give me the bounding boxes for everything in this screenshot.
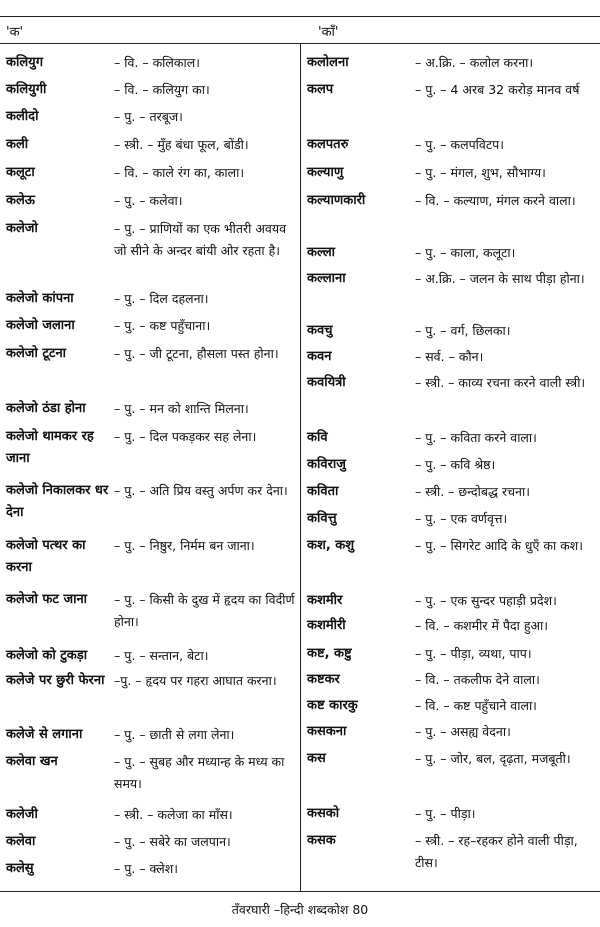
entry-word: कल्ला — [307, 245, 336, 260]
entry — [307, 320, 595, 342]
entry-definition: – पु. – वर्ग, छिलका। — [415, 323, 511, 338]
entry-definition: – वि. – कल्याण, मंगल करने वाला। — [415, 193, 576, 208]
entry — [307, 590, 595, 612]
entry-word: कलीदो — [6, 109, 39, 124]
entry-definition: – अ.क्रि. – कलोल करना। — [415, 55, 534, 70]
entry — [307, 535, 595, 557]
entry-definition: – पु. – अति प्रिय वस्तु अर्पण कर देना। — [114, 483, 288, 498]
entry-word: कसक — [307, 833, 336, 848]
entry-word: कलेजो टूटना — [6, 346, 67, 361]
entry-definition: – पु. – कलेवा। — [114, 193, 183, 208]
entry-word: कल्याणकारी — [307, 193, 366, 208]
entry-word: कलेजो ठंडा होना — [6, 401, 86, 416]
entry-word: कलेवा खन — [6, 754, 58, 769]
entry-word: कल्लाना — [307, 271, 346, 286]
entry-definition: – पु. – 4 अरब 32 करोड़ मानव वर्ष — [415, 82, 580, 97]
column-divider — [300, 43, 301, 891]
entry-word: कलेजो — [6, 221, 38, 236]
entry — [6, 670, 296, 692]
page-footer: तँवरघारी –हिन्दी शब्दकोश 80 — [231, 902, 369, 917]
entry-word: कविता — [307, 484, 339, 499]
entry-definition: – वि. – काले रंग का, काला। — [114, 165, 245, 180]
entry-word: कवयित्री — [307, 375, 346, 390]
entry-word: कलेऊ — [6, 193, 36, 208]
entry — [6, 52, 296, 74]
entry-word: कलियुगी — [6, 82, 47, 97]
entry — [307, 79, 595, 101]
entry-word: कलेसु — [6, 861, 34, 876]
entry — [307, 669, 595, 691]
entry — [6, 134, 296, 156]
entry-definition: – पु. – सिगरेट आदि के धुएँ का कश। — [415, 538, 584, 553]
entry — [6, 831, 296, 853]
entry-definition: – पु. – मंगल, शुभ, सौभाग्य। — [415, 165, 546, 180]
entry-definition: – स्त्री. – कलेजा का माँस। — [114, 807, 233, 822]
entry-definition: – पु. – छाती से लगा लेना। — [114, 727, 235, 742]
entry-word: कशमीरी — [307, 618, 346, 633]
entry — [6, 535, 296, 579]
entry — [6, 79, 296, 101]
entry-definition: – स्त्री. – काव्य रचना करने वाली स्त्री। — [415, 375, 586, 390]
entry-definition: – पु. – एक सुन्दर पहाड़ी प्रदेश। — [415, 593, 557, 608]
entry-word: कलेजो कांपना — [6, 291, 74, 306]
header-left: 'क' — [6, 25, 24, 40]
entry-word: कलोलना — [307, 55, 349, 70]
entry-definition: – पु. – काला, कलूटा। — [415, 245, 516, 260]
entry-word: कवित्तु — [307, 511, 337, 526]
entry — [307, 695, 595, 717]
entry-definition: – वि. – कलिकाल। — [114, 55, 200, 70]
entry-word: कसकना — [307, 724, 347, 739]
entry — [6, 426, 296, 470]
entry-definition: – वि. – कलियुग का। — [114, 82, 210, 97]
entry — [307, 748, 595, 770]
entry — [6, 751, 296, 795]
entry — [307, 454, 595, 476]
entry-word: कलप — [307, 82, 334, 97]
entry — [6, 106, 296, 128]
entry-definition: – पु. – कष्ट पहुँचाना। — [114, 318, 211, 333]
entry-word: कलपतरु — [307, 137, 349, 152]
entry-definition: – वि. – कष्ट पहुँचाने वाला। — [415, 698, 537, 713]
bottom-rule — [0, 891, 600, 892]
entry — [307, 268, 595, 290]
entry-word: कलेजो को टुकड़ा — [6, 648, 88, 663]
entry-definition: – स्त्री. – मुँह बंधा फूल, बोंडी। — [114, 137, 249, 152]
header-right: 'काँ' — [318, 25, 339, 40]
entry — [307, 615, 595, 637]
entry — [6, 589, 296, 633]
entry-definition: – पु. – मन को शान्ति मिलना। — [114, 401, 249, 416]
entry-definition: – पु. – दिल पकड़कर सह लेना। — [114, 429, 257, 444]
entry — [307, 721, 595, 743]
entry-word: कलियुग — [6, 55, 44, 70]
top-rule — [0, 16, 600, 17]
entry-word: कश, कशु — [307, 538, 355, 553]
entry — [6, 343, 296, 365]
entry-definition: – स्त्री. – रह–रहकर होने वाली पीड़ा, टीस। — [415, 833, 578, 870]
entry-definition: – पु. – तरबूज। — [114, 109, 183, 124]
entry-definition: – पु. – कलपविटप। — [415, 137, 504, 152]
entry-word: कशमीर — [307, 593, 343, 608]
entry-definition: – वि. – कशमीर में पैदा हुआ। — [415, 618, 549, 633]
entry — [6, 190, 296, 212]
entry-word: कलेजो जलाना — [6, 318, 75, 333]
entry-definition: – पु. – निष्ठुर, निर्मम बन जाना। — [114, 538, 255, 553]
entry — [6, 858, 296, 880]
entry-definition: – अ.क्रि. – जलन के साथ पीड़ा होना। — [415, 271, 585, 286]
entry-definition: – वि. – तकलीफ देने वाला। — [415, 672, 540, 687]
entry — [307, 134, 595, 156]
entry-word: कलेजो निकालकर धर देना — [6, 483, 109, 520]
entry — [6, 288, 296, 310]
entry — [307, 372, 595, 394]
entry — [307, 643, 595, 665]
entry-definition: – पु. – पीड़ा, व्यथा, पाप। — [415, 646, 532, 661]
entry — [6, 724, 296, 746]
entry-definition: – पु. – असह्य वेदना। — [415, 724, 511, 739]
entry-definition: – पु. – सन्तान, बेटा। — [114, 648, 209, 663]
entry-word: कली — [6, 137, 29, 152]
entry — [307, 830, 595, 874]
entry-word: कल्याणु — [307, 165, 344, 180]
entry-word: कस — [307, 751, 326, 766]
entry — [307, 162, 595, 184]
entry-word: कष्ट, कष्टु — [307, 646, 352, 661]
entry-word: कसको — [307, 806, 340, 821]
entry-word: कविराजु — [307, 457, 346, 472]
entry — [307, 242, 595, 264]
entry — [307, 481, 595, 503]
entry-definition: – पु. – दिल दहलना। — [114, 291, 209, 306]
entry — [307, 52, 595, 74]
entry — [6, 804, 296, 826]
entry-definition: – पु. – सबेरे का जलपान। — [114, 834, 231, 849]
entry — [307, 346, 595, 368]
entry-definition: – पु. – कवि श्रेष्ठ। — [415, 457, 496, 472]
entry-word: कलेजो फट जाना — [6, 592, 88, 607]
entry-definition: – सर्व. – कौन। — [415, 349, 484, 364]
entry-definition: – पु. – किसी के दुख में हृदय का विदीर्ण होना। — [114, 592, 295, 629]
entry-word: कलेजे पर छुरी फेरना — [6, 673, 105, 688]
entry-definition: – स्त्री. – छन्दोबद्ध रचना। — [415, 484, 530, 499]
entry-word: कलेवा — [6, 834, 36, 849]
entry — [6, 218, 296, 262]
entry — [6, 480, 296, 524]
entry-word: कलेजी — [6, 807, 38, 822]
entry — [307, 508, 595, 530]
entry-definition: – पु. – कविता करने वाला। — [415, 430, 537, 445]
entry-definition: –पु. – हृदय पर गहरा आघात करना। — [114, 673, 277, 688]
entry-definition: – पु. – सुबह और मध्यान्ह के मध्य का समय। — [114, 754, 285, 791]
entry-definition: – पु. – प्राणियों का एक भीतरी अवयव जो सीने के अन्दर बांयी ओर रहता है। — [114, 221, 287, 258]
entry-word: कलूटा — [6, 165, 35, 180]
entry-word: कवि — [307, 430, 328, 445]
entry — [307, 190, 595, 212]
entry — [6, 315, 296, 337]
entry-word: कलेजो पत्थर का करना — [6, 538, 86, 575]
entry-definition: – पु. – एक वर्णवृत्त। — [415, 511, 508, 526]
entry-word: कष्टकर — [307, 672, 340, 687]
entry — [6, 398, 296, 420]
entry-word: कवन — [307, 349, 332, 364]
entry — [6, 645, 296, 667]
entry-definition: – पु. – जोर, बल, दृढ़ता, मजबूती। — [415, 751, 571, 766]
entry-word: कलेजो थामकर रह जाना — [6, 429, 94, 466]
entry — [307, 427, 595, 449]
entry — [6, 162, 296, 184]
entry-word: कलेजे से लगाना — [6, 727, 83, 742]
entry-definition: – पु. – जी टूटना, हौसला पस्त होना। — [114, 346, 279, 361]
entry-definition: – पु. – क्लेश। — [114, 861, 179, 876]
entry-word: कष्ट कारकु — [307, 698, 358, 713]
entry — [307, 803, 595, 825]
entry-definition: – पु. – पीड़ा। — [415, 806, 476, 821]
entry-word: कवचु — [307, 323, 333, 338]
